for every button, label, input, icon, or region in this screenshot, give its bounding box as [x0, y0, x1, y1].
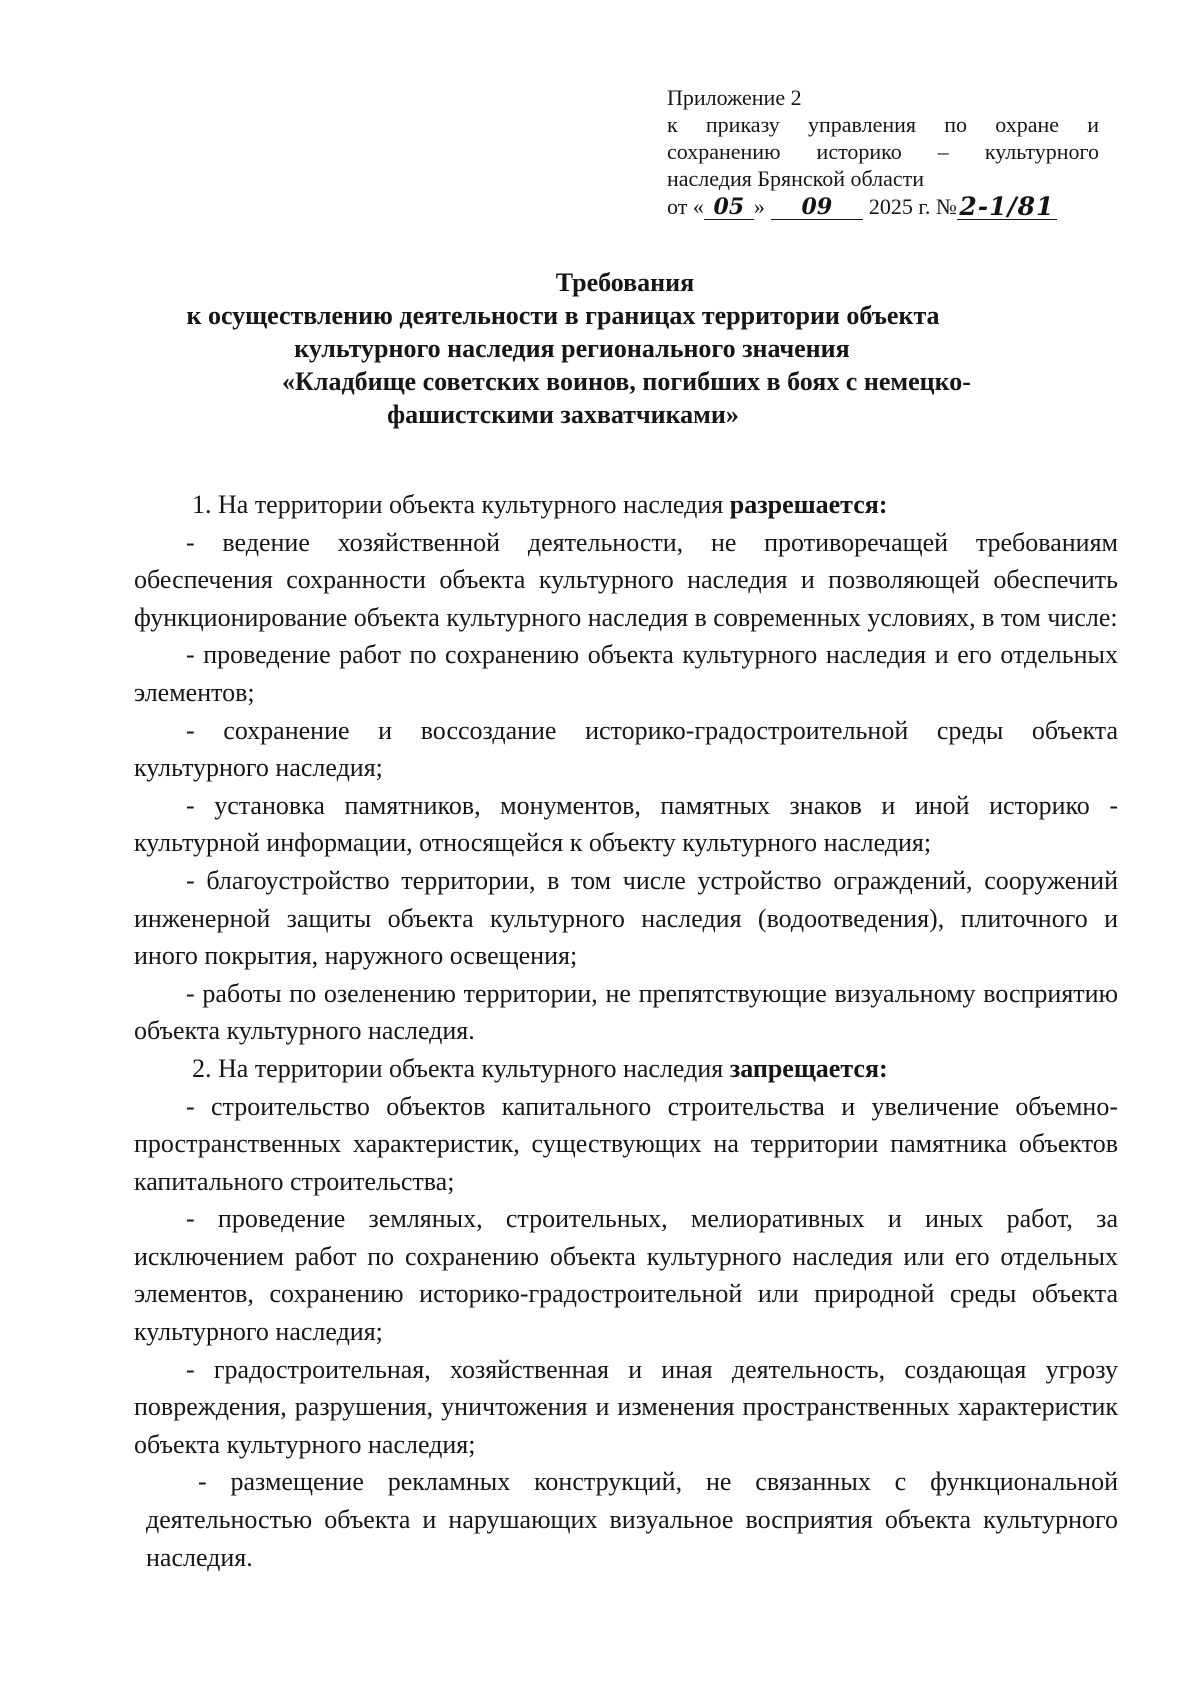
- section-2-item: - размещение рекламных конструкций, не связанных с функциональной деятельностью объекта и нарушающих визуальное восприятия объекта культурного наследия.: [146, 1467, 1118, 1572]
- section-1-item: - установка памятников, монументов, памятных знаков и иной историко - культурной информации, относящейся к объекту культурного наследия;: [134, 790, 1118, 858]
- handwritten-order-number: 2-1/81: [957, 195, 1057, 220]
- appendix-order-ref-cont: сохранению историко – культурного: [667, 139, 1099, 164]
- section-1-heading: [134, 486, 1118, 524]
- title-main: Требования: [555, 268, 695, 297]
- handwritten-month: 09: [771, 195, 863, 220]
- order-date-line: [667, 193, 1099, 220]
- document-body: [134, 486, 1118, 1576]
- title-line-1: к осуществлению деятельности в границах территории объекта: [186, 301, 940, 330]
- section-2-item: - строительство объектов капитального строительства и увеличение объемно-пространственных характеристик, существующих на территории памятника объектов капитального строительства;: [134, 1091, 1118, 1196]
- appendix-order-ref: к приказу управления по охране и: [667, 112, 1099, 137]
- section-1-item: - сохранение и воссоздание историко-градостроительной среды объекта культурного наследия;: [134, 715, 1118, 783]
- section-2-intro: 2. На территории объекта культурного наследия: [192, 1053, 724, 1083]
- title-line-2: культурного наследия регионального значения: [294, 334, 850, 363]
- appendix-header: [667, 84, 1099, 220]
- section-1-item: - благоустройство территории, в том числе устройство ограждений, сооружений инженерной защиты объекта культурного наследия (водоотведения), плиточного и иного покрытия, наружного освещения;: [134, 865, 1118, 971]
- section-2-heading: [134, 1050, 1118, 1088]
- title-line-3: «Кладбище советских воинов, погибших в боях с немецко-: [282, 367, 971, 396]
- date-year-number-label: 2025 г. №: [868, 194, 957, 219]
- title-line-4: фашистскими захватчиками»: [387, 400, 739, 429]
- section-1-item: - проведение работ по сохранению объекта культурного наследия и его отдельных элементов;: [134, 640, 1118, 707]
- section-2-item: - градостроительная, хозяйственная и иная деятельность, создающая угрозу повреждения, разрушения, уничтожения и изменения пространственных характеристик объекта культурного наследия;: [134, 1354, 1118, 1459]
- document-title: [160, 266, 1100, 431]
- section-1-intro: 1. На территории объекта культурного наследия: [192, 490, 724, 519]
- section-2-keyword: запрещается:: [729, 1053, 888, 1083]
- section-1-item: - работы по озеленению территории, не препятствующие визуальному восприятию объекта культурного наследия.: [134, 978, 1118, 1046]
- date-prefix: от «: [667, 194, 704, 219]
- section-2-item: - проведение земляных, строительных, мелиоративных и иных работ, за исключением работ по сохранению объекта культурного наследия или его отдельных элементов, сохранению историко-градостроительной или природной среды объекта культурного наследия;: [134, 1204, 1118, 1347]
- handwritten-day: 05: [704, 195, 754, 220]
- appendix-authority: наследия Брянской области: [667, 166, 925, 191]
- appendix-number: Приложение 2: [667, 85, 802, 110]
- section-1-item: - ведение хозяйственной деятельности, не противоречащей требованиям обеспечения сохранности объекта культурного наследия и позволяющей обеспечить функционирование объекта культурного наследия в современных условиях, в том числе:: [134, 527, 1118, 632]
- date-day-close: »: [753, 194, 765, 219]
- section-1-keyword: разрешается:: [729, 490, 888, 519]
